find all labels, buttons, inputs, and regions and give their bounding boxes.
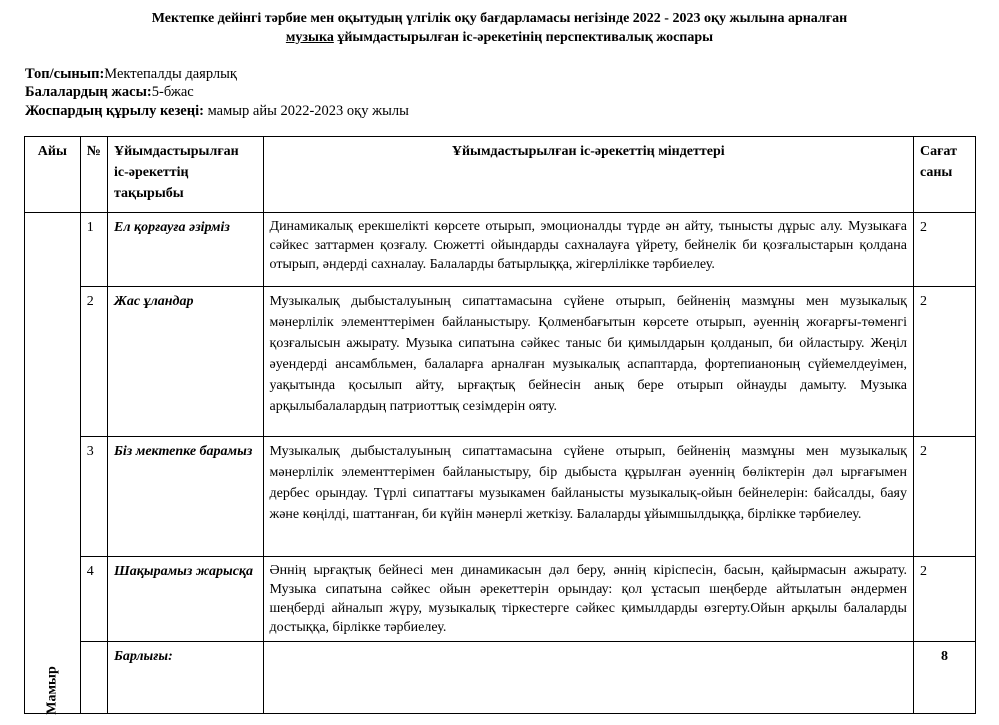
total-label: Барлығы: bbox=[108, 642, 264, 714]
total-tasks-cell bbox=[263, 642, 913, 714]
table-row bbox=[25, 287, 976, 437]
row-hours: 2 bbox=[913, 437, 975, 557]
meta-age bbox=[25, 83, 194, 101]
row-tasks: Динамикалық ерекшелікті көрсете отырып, эмоционалды түрде ән айту, тынысты дұрыс алу. Музыкаға сәйкес заттармен қозғалу. Сюжетті ойындарды сахналауға үйрету, бейнелік би қозғалыстарын қолдана отырып, әндерді сахналау. Балаларды батырлыққа, жігерлілікке тәрбиелеу. bbox=[263, 213, 913, 287]
plan-table bbox=[24, 136, 976, 714]
month-label: Мамыр bbox=[44, 666, 60, 715]
table-row bbox=[25, 213, 976, 287]
month-cell bbox=[25, 213, 81, 714]
title-line-2-rest: ұйымдастырылған іс-әрекетінің перспективалық жоспары bbox=[333, 30, 714, 45]
table-row bbox=[25, 557, 976, 642]
row-topic: Шақырамыз жарысқа bbox=[108, 557, 264, 642]
meta-age-value: 5-бжас bbox=[151, 84, 194, 100]
row-topic: Біз мектепке барамыз bbox=[108, 437, 264, 557]
table-row bbox=[25, 437, 976, 557]
row-number: 2 bbox=[80, 287, 107, 437]
header-number: № bbox=[80, 137, 107, 213]
document-title-line-1: Мектепке дейінгі тәрбие мен оқытудың үлгілік оқу бағдарламасы негізінде 2022 - 2023 оқу жылына арналған bbox=[151, 11, 848, 26]
meta-group bbox=[25, 65, 237, 83]
row-tasks: Әннің ырғақтық бейнесі мен динамикасын дәл беру, әннің кіріспесін, басын, қайырмасын ажырату. Музыка сипатына сәйкес ойын әрекеттерін орындау: қол ұстасып шеңберде айтылатын әндермен шеңберді айналып жүру, музыкалық тіркестерге сәйкес қимылдарды өзгерту.Ойын арқылы балаларды достыққа, бірлікке тәрбиелеу. bbox=[263, 557, 913, 642]
total-number-cell bbox=[80, 642, 107, 714]
meta-group-value: Мектепалды даярлық bbox=[104, 66, 237, 82]
row-tasks: Музыкалық дыбысталуының сипаттамасына сүйене отырып, бейненің мазмұны мен музыкалық мәнерлілік элементтерімен байланыстыру. Қолменбағытын көрсете отырып, әуеннің жоғарғы-төменгі қозғалысын ажырату. Музыка сипатына сәйкес таныс би қимылдарын қолданып, би ойластыру. Жеңіл әуендерді ансамбльмен, балаларға арналған музыкалық аспаптарда, фортепианоның сүйемелдеуімен, уақытында қосылып айту, ырғақтық бейнесін анық бере отырып ойнауды дамыту. Музыка арқылыбалалардың патриоттық сезімдерін ояту. bbox=[263, 287, 913, 437]
row-number: 3 bbox=[80, 437, 107, 557]
total-hours: 8 bbox=[913, 642, 975, 714]
row-topic: Ел қорғауға әзірміз bbox=[108, 213, 264, 287]
header-month: Айы bbox=[25, 137, 81, 213]
row-topic: Жас ұландар bbox=[108, 287, 264, 437]
header-tasks: Ұйымдастырылған іс-әрекеттің міндеттері bbox=[263, 137, 913, 213]
row-number: 4 bbox=[80, 557, 107, 642]
row-hours: 2 bbox=[913, 557, 975, 642]
row-number: 1 bbox=[80, 213, 107, 287]
meta-age-label: Балалардың жасы: bbox=[25, 84, 152, 100]
meta-group-label: Топ/сынып: bbox=[25, 66, 105, 82]
total-row bbox=[25, 642, 976, 714]
header-topic: Ұйымдастырылған іс-әрекеттің тақырыбы bbox=[108, 137, 264, 213]
table-header-row bbox=[25, 137, 976, 213]
row-hours: 2 bbox=[913, 287, 975, 437]
subject-underlined: музыка bbox=[285, 30, 334, 45]
meta-period-value: мамыр айы 2022-2023 оқу жылы bbox=[203, 103, 409, 119]
row-hours: 2 bbox=[913, 213, 975, 287]
document-title-line-2 bbox=[0, 29, 999, 47]
row-tasks: Музыкалық дыбысталуының сипаттамасына сүйене отырып, бейненің мазмұны мен музыкалық мәнерлілік элементтерімен байланыстыру, бір дыбыста құрылған әуеннің бөліктерін дәл ырғағымен дербес орындау. Түрлі сипаттағы музыкамен байланысты музыкалық-ойын бейнелерін: байсалды, баяу және көңілді, шаттанған, би күйін мәнерлі жеткізу. Балаларды ұйымшылдыққа, бірлікке тәрбиелеу. bbox=[263, 437, 913, 557]
meta-period bbox=[25, 102, 409, 120]
header-hours: Сағат саны bbox=[913, 137, 975, 213]
meta-period-label: Жоспардың құрылу кезеңі: bbox=[25, 103, 204, 119]
